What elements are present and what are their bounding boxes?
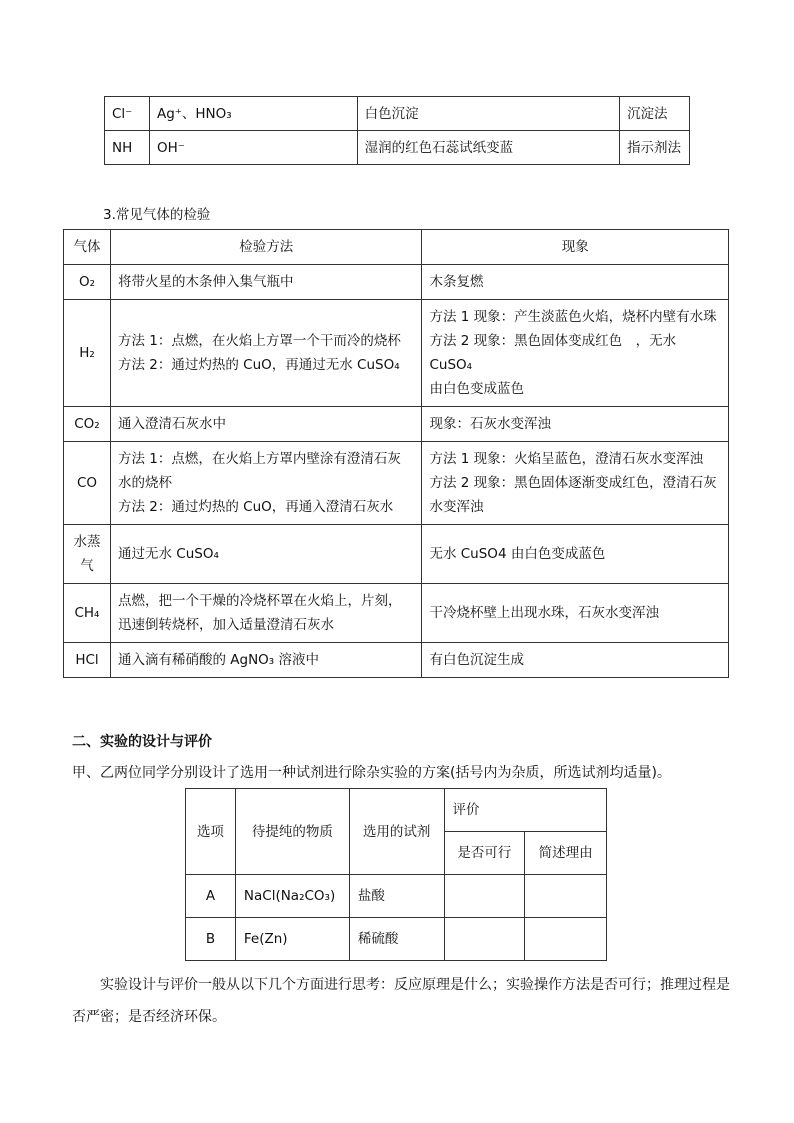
method-line: 方法 2：通过灼热的 CuO，再通过无水 CuSO₄: [117, 357, 400, 373]
method-cell: [110, 525, 421, 584]
table-row: [64, 300, 729, 407]
reagent-cell: Ag⁺、HNO₃: [149, 97, 357, 131]
table-row: [105, 97, 690, 131]
method-line: 通过无水 CuSO₄: [117, 546, 219, 562]
gas-cell: CH₄: [64, 584, 111, 643]
option-cell: B: [186, 918, 236, 961]
option-cell: A: [186, 875, 236, 918]
method-line: 点燃，把一个干燥的冷烧杯罩在火焰上，片刻，: [117, 593, 402, 609]
phenomenon-cell: 白色沉淀: [357, 97, 619, 131]
feasible-cell: [444, 875, 525, 918]
section-heading-experiment-design: 二、实验的设计与评价: [72, 734, 212, 750]
reason-cell: [525, 918, 607, 961]
evaluation-table: [185, 788, 607, 961]
result-line: 木条复燃: [429, 274, 484, 290]
header-gas: 气体: [64, 230, 111, 265]
header-result: 现象: [422, 230, 729, 265]
gas-cell: CO: [64, 442, 111, 525]
result-cell: [422, 643, 729, 678]
gas-cell: CO₂: [64, 407, 111, 442]
header-reagent: 选用的试剂: [349, 789, 444, 875]
method-line: 方法 1：点燃，在火焰上方罩一个干而冷的烧杯: [117, 333, 401, 349]
gas-cell: 水蒸 气: [64, 525, 111, 584]
table-row: [64, 584, 729, 643]
method-line: 通入滴有稀硝酸的 AgNO₃ 溶液中: [117, 652, 320, 668]
reagent-cell: OH⁻: [149, 131, 357, 165]
method-cell: [110, 442, 421, 525]
table-row: [186, 875, 607, 918]
table-header-row: [186, 789, 607, 832]
result-cell: [422, 442, 729, 525]
gas-cell: O₂: [64, 265, 111, 300]
evaluation-paragraph: 实验设计与评价一般从以下几个方面进行思考：反应原理是什么；实验操作方法是否可行；推理过程是否严密；是否经济环保。: [72, 977, 730, 1025]
table-row: [64, 442, 729, 525]
header-option: 选项: [186, 789, 236, 875]
intro-text: 甲、乙两位同学分别设计了选用一种试剂进行除杂实验的方案(括号内为杂质，所选试剂均适量)。: [72, 765, 671, 781]
header-method: 检验方法: [110, 230, 421, 265]
method-cell: [110, 265, 421, 300]
result-line: 由白色变成蓝色: [429, 381, 524, 397]
ion-cell: Cl⁻: [105, 97, 150, 131]
method-cell: [110, 584, 421, 643]
result-cell: [422, 300, 729, 407]
substance-cell: Fe(Zn): [235, 918, 349, 961]
method-line: 迅速倒转烧杯，加入适量澄清石灰水: [117, 617, 334, 633]
method-line: 方法 1：点燃，在火焰上方罩内壁涂有澄清石灰: [117, 451, 401, 467]
table-row: [105, 131, 690, 165]
gas-cell: HCl: [64, 643, 111, 678]
reason-cell: [525, 875, 607, 918]
result-line: 方法 2 现象：黑色固体变成红色 ，无水 CuSO₄: [429, 333, 677, 373]
result-cell: [422, 407, 729, 442]
result-cell: [422, 525, 729, 584]
result-cell: [422, 584, 729, 643]
ion-cell: NH: [105, 131, 150, 165]
method-cell: 沉淀法: [620, 97, 690, 131]
result-line: 干冷烧杯壁上出现水珠，石灰水变浑浊: [429, 605, 659, 621]
result-line: 方法 2 现象：黑色固体逐渐变成红色，澄清石灰: [429, 475, 717, 491]
method-cell: [110, 643, 421, 678]
result-line: 无水 CuSO4 由白色变成蓝色: [429, 546, 606, 562]
header-evaluation: 评价: [444, 789, 606, 832]
method-line: 方法 2：通过灼热的 CuO，再通入澄清石灰水: [117, 499, 394, 515]
method-cell: 指示剂法: [620, 131, 690, 165]
result-line: 现象：石灰水变浑浊: [429, 416, 551, 432]
section-heading-gas-test: 3.常见气体的检验: [103, 207, 211, 223]
feasible-cell: [444, 918, 525, 961]
method-cell: [110, 407, 421, 442]
table-header-row: [64, 230, 729, 265]
table-row: [186, 918, 607, 961]
result-line: 水变浑浊: [429, 499, 484, 515]
table-row: [64, 643, 729, 678]
table-row: [64, 265, 729, 300]
header-reason: 简述理由: [525, 832, 607, 875]
result-line: 有白色沉淀生成: [429, 652, 524, 668]
result-cell: [422, 265, 729, 300]
reagent-cell: 稀硫酸: [349, 918, 444, 961]
header-substance: 待提纯的物质: [235, 789, 349, 875]
method-cell: [110, 300, 421, 407]
result-line: 方法 1 现象：产生淡蓝色火焰，烧杯内壁有水珠: [429, 309, 717, 325]
gas-cell: H₂: [64, 300, 111, 407]
result-line: 方法 1 现象：火焰呈蓝色，澄清石灰水变浑浊: [429, 451, 704, 467]
ion-test-table: [104, 96, 690, 165]
table-row: [64, 525, 729, 584]
method-line: 将带火星的木条伸入集气瓶中: [117, 274, 294, 290]
table-row: [64, 407, 729, 442]
header-feasible: 是否可行: [444, 832, 525, 875]
gas-test-table: [63, 229, 729, 678]
method-line: 通入澄清石灰水中: [117, 416, 226, 432]
method-line: 水的烧杯: [117, 475, 172, 491]
reagent-cell: 盐酸: [349, 875, 444, 918]
phenomenon-cell: 湿润的红色石蕊试纸变蓝: [357, 131, 619, 165]
substance-cell: NaCl(Na₂CO₃): [235, 875, 349, 918]
